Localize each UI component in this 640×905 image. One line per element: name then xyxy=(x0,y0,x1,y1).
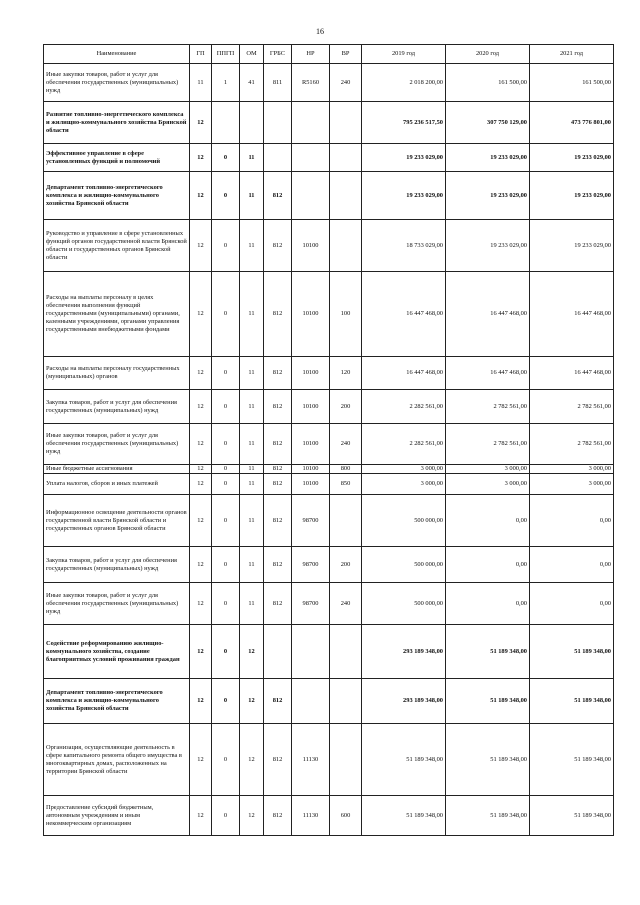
header-vr: ВР xyxy=(330,45,362,64)
row-gp: 12 xyxy=(190,465,212,474)
row-nr: 98700 xyxy=(292,583,330,625)
row-2020: 51 189 348,00 xyxy=(446,724,530,796)
row-2021: 19 233 029,00 xyxy=(530,220,614,272)
row-vr xyxy=(330,220,362,272)
row-om: 12 xyxy=(240,796,264,836)
row-ppgp: 0 xyxy=(212,583,240,625)
table-row xyxy=(44,424,614,465)
row-2019: 3 000,00 xyxy=(362,465,446,474)
row-grbs: 812 xyxy=(264,424,292,465)
row-vr: 240 xyxy=(330,64,362,102)
row-2021: 2 782 561,00 xyxy=(530,424,614,465)
table-row xyxy=(44,583,614,625)
row-ppgp: 0 xyxy=(212,272,240,357)
row-ppgp xyxy=(212,102,240,144)
row-2020: 19 233 029,00 xyxy=(446,172,530,220)
table-row xyxy=(44,357,614,390)
row-grbs xyxy=(264,625,292,679)
row-2021: 3 000,00 xyxy=(530,474,614,495)
table-row xyxy=(44,102,614,144)
row-name: Иные закупки товаров, работ и услуг для обеспечения государственных (муниципальных) нужд xyxy=(44,424,190,465)
row-gp: 12 xyxy=(190,724,212,796)
row-2019: 3 000,00 xyxy=(362,474,446,495)
row-om: 41 xyxy=(240,64,264,102)
row-2020: 16 447 468,00 xyxy=(446,357,530,390)
row-vr xyxy=(330,102,362,144)
row-2019: 18 733 029,00 xyxy=(362,220,446,272)
header-om: ОМ xyxy=(240,45,264,64)
row-2019: 51 189 348,00 xyxy=(362,796,446,836)
row-2020: 3 000,00 xyxy=(446,474,530,495)
row-ppgp: 0 xyxy=(212,679,240,724)
row-name: Расходы на выплаты персоналу в целях обеспечения выполнения функций государственными (муниципальными) органами, казенными учреждениями, органами управления государственными внебюджетными фондами xyxy=(44,272,190,357)
row-nr xyxy=(292,172,330,220)
row-gp: 12 xyxy=(190,144,212,172)
row-2019: 2 282 561,00 xyxy=(362,424,446,465)
row-nr: 10100 xyxy=(292,474,330,495)
row-2021: 51 189 348,00 xyxy=(530,625,614,679)
row-2019: 19 233 029,00 xyxy=(362,144,446,172)
row-grbs: 812 xyxy=(264,172,292,220)
row-gp: 12 xyxy=(190,474,212,495)
row-ppgp: 0 xyxy=(212,172,240,220)
row-2019: 500 000,00 xyxy=(362,583,446,625)
row-vr: 850 xyxy=(330,474,362,495)
row-gp: 12 xyxy=(190,357,212,390)
row-vr xyxy=(330,679,362,724)
header-2019: 2019 год xyxy=(362,45,446,64)
row-om: 11 xyxy=(240,357,264,390)
row-ppgp: 0 xyxy=(212,390,240,424)
row-gp: 11 xyxy=(190,64,212,102)
row-nr: 98700 xyxy=(292,547,330,583)
row-2019: 293 189 348,00 xyxy=(362,679,446,724)
row-grbs: 812 xyxy=(264,796,292,836)
table-row xyxy=(44,474,614,495)
row-gp: 12 xyxy=(190,625,212,679)
row-om: 11 xyxy=(240,272,264,357)
row-ppgp: 0 xyxy=(212,547,240,583)
row-vr: 800 xyxy=(330,465,362,474)
row-2019: 795 236 517,50 xyxy=(362,102,446,144)
row-ppgp: 0 xyxy=(212,220,240,272)
row-name: Департамент топливно-энергетического комплекса и жилищно-коммунального хозяйства Брянской области xyxy=(44,172,190,220)
row-2021: 3 000,00 xyxy=(530,465,614,474)
row-ppgp: 1 xyxy=(212,64,240,102)
row-nr: 10100 xyxy=(292,357,330,390)
row-gp: 12 xyxy=(190,102,212,144)
row-grbs: 812 xyxy=(264,679,292,724)
row-name: Уплата налогов, сборов и иных платежей xyxy=(44,474,190,495)
header-gp: ГП xyxy=(190,45,212,64)
row-om: 11 xyxy=(240,424,264,465)
row-grbs: 812 xyxy=(264,357,292,390)
row-om: 11 xyxy=(240,547,264,583)
row-om: 11 xyxy=(240,474,264,495)
row-ppgp: 0 xyxy=(212,465,240,474)
table-row xyxy=(44,220,614,272)
table-row xyxy=(44,465,614,474)
row-ppgp: 0 xyxy=(212,796,240,836)
row-grbs: 812 xyxy=(264,272,292,357)
row-gp: 12 xyxy=(190,679,212,724)
table-row xyxy=(44,272,614,357)
row-grbs: 812 xyxy=(264,465,292,474)
header-2020: 2020 год xyxy=(446,45,530,64)
row-nr: R5160 xyxy=(292,64,330,102)
header-name: Наименование xyxy=(44,45,190,64)
row-nr xyxy=(292,679,330,724)
row-om: 11 xyxy=(240,583,264,625)
row-2020: 51 189 348,00 xyxy=(446,679,530,724)
row-grbs: 812 xyxy=(264,390,292,424)
row-nr: 10100 xyxy=(292,424,330,465)
row-gp: 12 xyxy=(190,796,212,836)
row-gp: 12 xyxy=(190,547,212,583)
row-name: Иные бюджетные ассигнования xyxy=(44,465,190,474)
row-name: Содействие реформированию жилищно-коммунального хозяйства, создание благоприятных условий проживания граждан xyxy=(44,625,190,679)
row-name: Закупка товаров, работ и услуг для обеспечения государственных (муниципальных) нужд xyxy=(44,390,190,424)
row-nr xyxy=(292,102,330,144)
table-row xyxy=(44,172,614,220)
row-2021: 161 500,00 xyxy=(530,64,614,102)
row-2021: 473 776 801,00 xyxy=(530,102,614,144)
row-2019: 500 000,00 xyxy=(362,547,446,583)
row-nr: 10100 xyxy=(292,390,330,424)
row-gp: 12 xyxy=(190,390,212,424)
row-om: 11 xyxy=(240,220,264,272)
row-vr: 240 xyxy=(330,583,362,625)
row-2019: 51 189 348,00 xyxy=(362,724,446,796)
row-2020: 2 782 561,00 xyxy=(446,424,530,465)
row-ppgp: 0 xyxy=(212,474,240,495)
row-2019: 16 447 468,00 xyxy=(362,272,446,357)
row-nr: 11130 xyxy=(292,796,330,836)
row-name: Предоставление субсидий бюджетным, автономным учреждениям и иным некоммерческим организациям xyxy=(44,796,190,836)
row-name: Департамент топливно-энергетического комплекса и жилищно-коммунального хозяйства Брянской области xyxy=(44,679,190,724)
row-vr xyxy=(330,495,362,547)
row-2020: 3 000,00 xyxy=(446,465,530,474)
row-om: 12 xyxy=(240,625,264,679)
row-grbs: 812 xyxy=(264,583,292,625)
row-2019: 2 282 561,00 xyxy=(362,390,446,424)
row-2020: 19 233 029,00 xyxy=(446,220,530,272)
row-grbs xyxy=(264,144,292,172)
row-grbs xyxy=(264,102,292,144)
header-grbs: ГРБС xyxy=(264,45,292,64)
header-nr: НР xyxy=(292,45,330,64)
row-name: Расходы на выплаты персоналу государственных (муниципальных) органов xyxy=(44,357,190,390)
row-2021: 19 233 029,00 xyxy=(530,144,614,172)
row-nr xyxy=(292,625,330,679)
table-row xyxy=(44,547,614,583)
row-gp: 12 xyxy=(190,272,212,357)
row-ppgp: 0 xyxy=(212,495,240,547)
row-ppgp: 0 xyxy=(212,357,240,390)
row-ppgp: 0 xyxy=(212,144,240,172)
row-2020: 307 750 129,00 xyxy=(446,102,530,144)
row-om xyxy=(240,102,264,144)
header-ppgp: ППГП xyxy=(212,45,240,64)
row-gp: 12 xyxy=(190,495,212,547)
row-vr xyxy=(330,172,362,220)
row-2019: 293 189 348,00 xyxy=(362,625,446,679)
row-2021: 16 447 468,00 xyxy=(530,272,614,357)
row-vr: 600 xyxy=(330,796,362,836)
row-2021: 0,00 xyxy=(530,547,614,583)
row-vr: 120 xyxy=(330,357,362,390)
row-nr: 11130 xyxy=(292,724,330,796)
row-name: Информационное освещение деятельности органов государственной власти Брянской области и государственных органов Брянской области xyxy=(44,495,190,547)
row-om: 11 xyxy=(240,172,264,220)
table-row xyxy=(44,796,614,836)
row-2020: 51 189 348,00 xyxy=(446,796,530,836)
row-om: 12 xyxy=(240,724,264,796)
row-nr: 10100 xyxy=(292,272,330,357)
row-vr: 240 xyxy=(330,424,362,465)
row-vr xyxy=(330,144,362,172)
row-name: Организация, осуществляющие деятельность в сфере капитального ремонта общего имущества в многоквартирных домах, расположенных на территории Брянской области xyxy=(44,724,190,796)
row-2021: 51 189 348,00 xyxy=(530,724,614,796)
row-2019: 500 000,00 xyxy=(362,495,446,547)
row-ppgp: 0 xyxy=(212,724,240,796)
row-2019: 2 018 200,00 xyxy=(362,64,446,102)
row-2020: 19 233 029,00 xyxy=(446,144,530,172)
row-om: 11 xyxy=(240,144,264,172)
table-row xyxy=(44,64,614,102)
row-ppgp: 0 xyxy=(212,424,240,465)
row-vr: 200 xyxy=(330,547,362,583)
row-name: Руководство и управление в сфере установленных функций органов государственной власти Брянской области и государственных органов Брянской области xyxy=(44,220,190,272)
row-2021: 0,00 xyxy=(530,583,614,625)
page-number: 16 xyxy=(316,27,324,36)
row-2021: 19 233 029,00 xyxy=(530,172,614,220)
row-2020: 0,00 xyxy=(446,583,530,625)
row-2021: 0,00 xyxy=(530,495,614,547)
table-row xyxy=(44,724,614,796)
row-name: Эффективное управление в сфере установленных функций и полномочий xyxy=(44,144,190,172)
row-2020: 161 500,00 xyxy=(446,64,530,102)
row-2020: 2 782 561,00 xyxy=(446,390,530,424)
row-2020: 0,00 xyxy=(446,547,530,583)
row-2020: 0,00 xyxy=(446,495,530,547)
row-name: Иные закупки товаров, работ и услуг для обеспечения государственных (муниципальных) нужд xyxy=(44,583,190,625)
row-nr xyxy=(292,144,330,172)
row-gp: 12 xyxy=(190,424,212,465)
row-nr: 98700 xyxy=(292,495,330,547)
table-row xyxy=(44,144,614,172)
row-vr xyxy=(330,625,362,679)
row-vr: 100 xyxy=(330,272,362,357)
row-grbs: 812 xyxy=(264,495,292,547)
row-nr: 10100 xyxy=(292,465,330,474)
row-2019: 16 447 468,00 xyxy=(362,357,446,390)
table-row xyxy=(44,679,614,724)
row-2020: 16 447 468,00 xyxy=(446,272,530,357)
header-2021: 2021 год xyxy=(530,45,614,64)
row-gp: 12 xyxy=(190,172,212,220)
row-name: Закупка товаров, работ и услуг для обеспечения государственных (муниципальных) нужд xyxy=(44,547,190,583)
row-gp: 12 xyxy=(190,583,212,625)
row-2019: 19 233 029,00 xyxy=(362,172,446,220)
row-om: 11 xyxy=(240,390,264,424)
row-2020: 51 189 348,00 xyxy=(446,625,530,679)
row-om: 11 xyxy=(240,465,264,474)
row-2021: 51 189 348,00 xyxy=(530,796,614,836)
row-nr: 10100 xyxy=(292,220,330,272)
row-2021: 51 189 348,00 xyxy=(530,679,614,724)
table-row xyxy=(44,495,614,547)
row-grbs: 812 xyxy=(264,220,292,272)
row-ppgp: 0 xyxy=(212,625,240,679)
table-header-row xyxy=(44,45,614,64)
row-2021: 2 782 561,00 xyxy=(530,390,614,424)
row-om: 12 xyxy=(240,679,264,724)
table-row xyxy=(44,625,614,679)
row-grbs: 812 xyxy=(264,547,292,583)
budget-table xyxy=(43,44,614,836)
row-om: 11 xyxy=(240,495,264,547)
row-grbs: 812 xyxy=(264,474,292,495)
row-2021: 16 447 468,00 xyxy=(530,357,614,390)
row-grbs: 812 xyxy=(264,724,292,796)
row-name: Иные закупки товаров, работ и услуг для обеспечения государственных (муниципальных) нужд xyxy=(44,64,190,102)
row-vr xyxy=(330,724,362,796)
row-vr: 200 xyxy=(330,390,362,424)
row-name: Развитие топливно-энергетического комплекса и жилищно-коммунального хозяйства Брянской области xyxy=(44,102,190,144)
row-grbs: 811 xyxy=(264,64,292,102)
row-gp: 12 xyxy=(190,220,212,272)
table-row xyxy=(44,390,614,424)
